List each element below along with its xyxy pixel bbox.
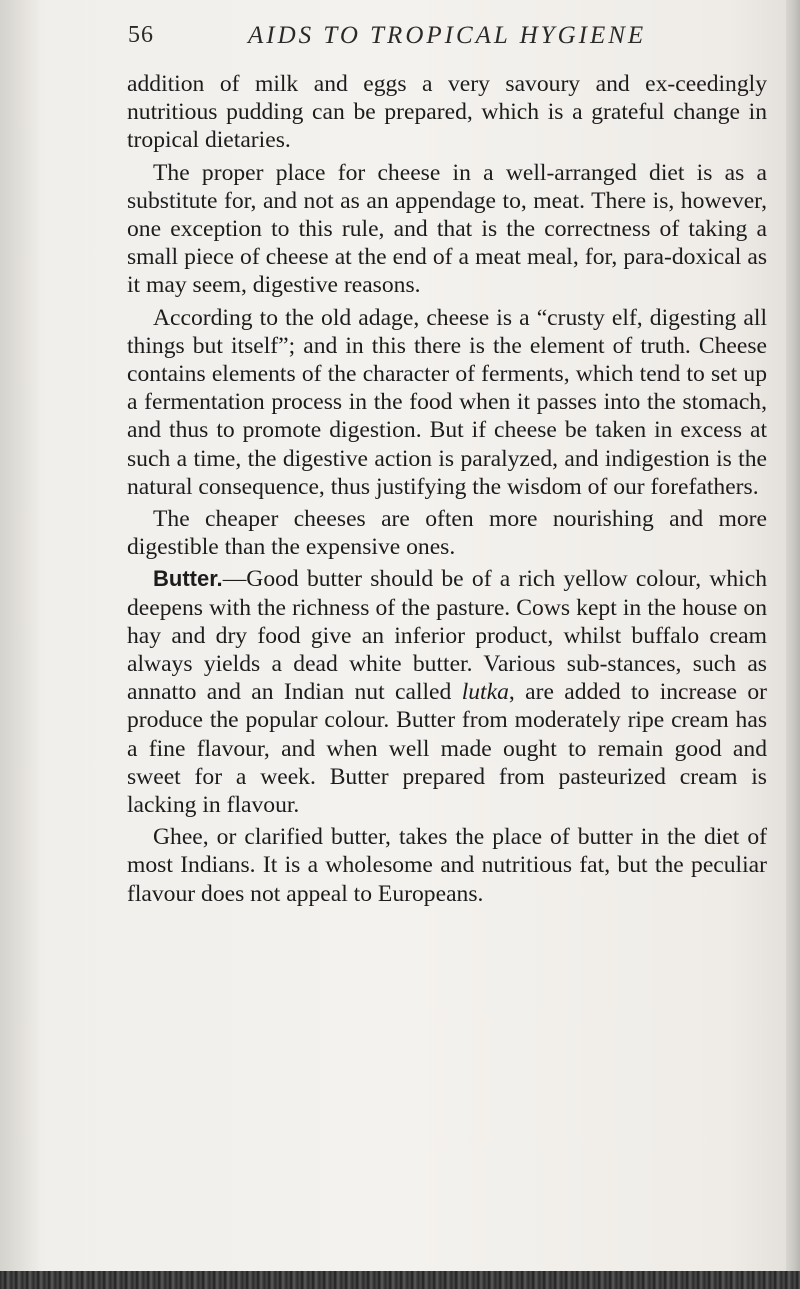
body-text — [127, 70, 767, 912]
paragraph-butter — [127, 565, 767, 819]
left-margin-shadow — [0, 0, 40, 1289]
butter-text-part1: —Good butter should be of a rich yellow colour, which deepens with the richness of the pasture. Cows kept in the house on hay and dry food give an inferior product, whilst buffalo cream always yields a dead white butter. Various sub-stances, such as annatto and an Indian nut called — [127, 566, 767, 706]
paragraph-cheaper-cheeses: The cheaper cheeses are often more nourishing and more digestible than the expensive ones. — [127, 506, 767, 561]
butter-italic-term: lutka — [461, 679, 509, 706]
page-number: 56 — [128, 22, 154, 48]
page-edge-shadow — [786, 0, 800, 1289]
butter-heading: Butter. — [153, 566, 223, 592]
paragraph-crusty-elf: According to the old adage, cheese is a “crusty elf, digesting all things but itself”; and in this there is the element of truth. Cheese contains elements of the character of ferments, which tend to set up a fermentation process in the food when it passes into the stomach, and thus to promote digestion. But if cheese be taken in excess at such a time, the digestive action is paralyzed, and indigestion is the natural consequence, thus justifying the wisdom of our forefathers. — [127, 304, 767, 500]
binding-edge — [0, 1271, 800, 1289]
paragraph-ghee: Ghee, or clarified butter, takes the place of butter in the diet of most Indians. It is a wholesome and nutritious fat, but the peculiar flavour does not appeal to Europeans. — [127, 824, 767, 907]
page-header — [128, 22, 768, 66]
paragraph-cheese-place: The proper place for cheese in a well-arranged diet is as a substitute for, and not as an appendage to, meat. There is, however, one exception to this rule, and that is the correctness of taking a small piece of cheese at the end of a meat meal, for, para-doxical as it may seem, digestive reasons. — [127, 159, 767, 299]
butter-text-part2: , are added to increase or produce the popular colour. Butter from moderately ripe cream has a fine flavour, and when well made ought to remain good and sweet for a week. Butter prepared from pasteurized cream is lacking in flavour. — [127, 679, 767, 819]
paragraph-milk-eggs: addition of milk and eggs a very savoury and ex-ceedingly nutritious pudding can be prepared, which is a grateful change in tropical dietaries. — [127, 71, 767, 154]
running-head: AIDS TO TROPICAL HYGIENE — [248, 22, 647, 49]
